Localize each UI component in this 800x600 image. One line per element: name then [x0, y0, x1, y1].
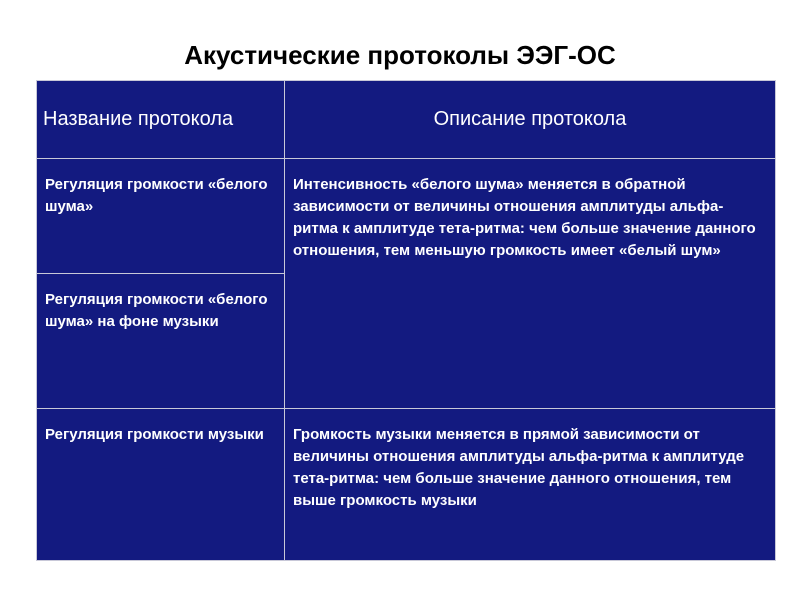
table-header-row: [37, 81, 776, 159]
header-protocol-name: Название протокола: [37, 81, 285, 159]
slide-title: Акустические протоколы ЭЭГ-ОС: [184, 40, 616, 70]
table-row: [37, 159, 776, 274]
protocols-table: [36, 80, 776, 561]
protocol-name-cell: Регуляция громкости «белого шума» на фоне музыки: [37, 274, 285, 409]
table-row: [37, 409, 776, 561]
protocol-name-cell: Регуляция громкости музыки: [37, 409, 285, 561]
header-protocol-description: Описание протокола: [285, 81, 776, 159]
protocol-description-cell: Громкость музыки меняется в прямой зависимости от величины отношения амплитуды альфа-ритма к амплитуде тета-ритма: чем больше значение данного отношения, тем выше громкость музыки: [285, 409, 776, 561]
protocol-name-cell: Регуляция громкости «белого шума»: [37, 159, 285, 274]
protocol-description-cell: Интенсивность «белого шума» меняется в обратной зависимости от величины отношения амплитуды альфа-ритма к амплитуде тета-ритма: чем больше значение данного отношения, тем меньшую громкость имеет «белый шум»: [285, 159, 776, 409]
